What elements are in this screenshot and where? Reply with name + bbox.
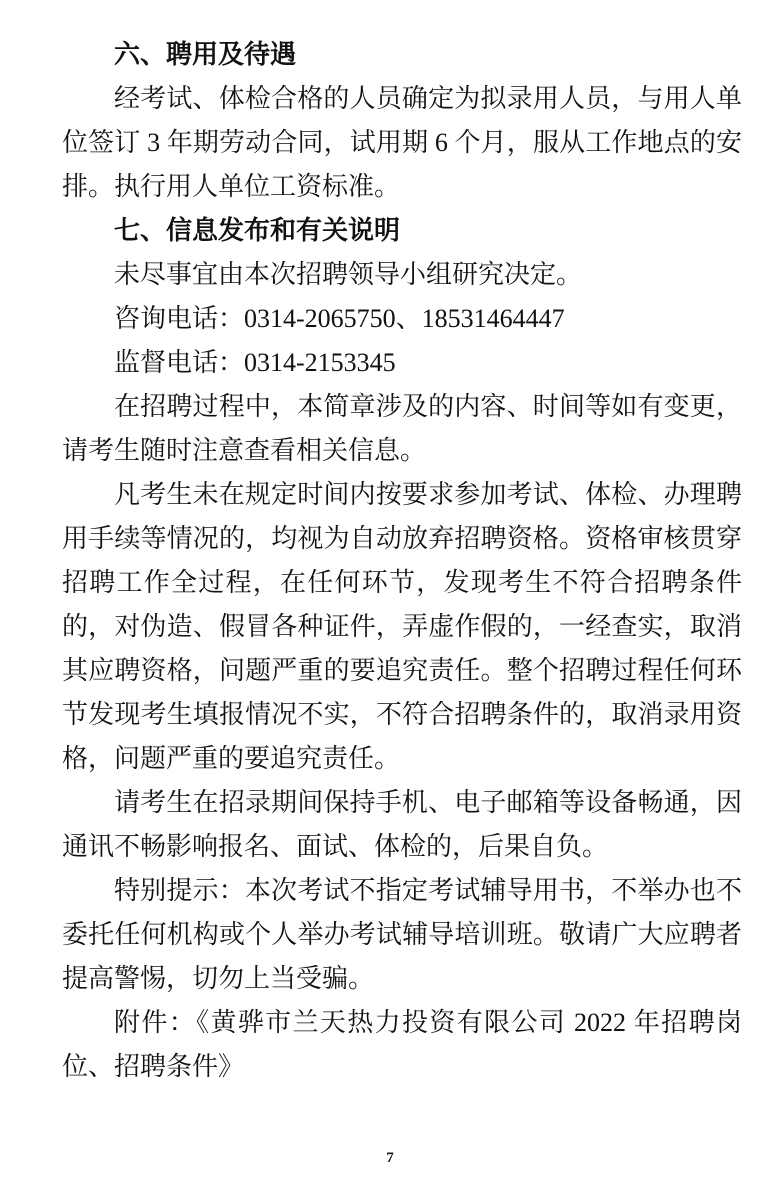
para-special-notice-no-training: 特别提示：本次考试不指定考试辅导用书，不举办也不委托任何机构或个人举办考试辅导培训班。敬请广大应聘者提高警惕，切勿上当受骗。: [62, 876, 742, 993]
heading-seven-information-release: 七、信息发布和有关说明: [114, 216, 401, 245]
heading-six-employment-and-treatment: 六、聘用及待遇: [114, 40, 297, 69]
page-number: 7: [386, 1150, 394, 1166]
para-attachment-reference: 附件：《黄骅市兰天热力投资有限公司 2022 年招聘岗位、招聘条件》: [62, 1008, 742, 1081]
para-disqualification-rules: 凡考生未在规定时间内按要求参加考试、体检、办理聘用手续等情况的，均视为自动放弃招聘资格。资格审核贯穿招聘工作全过程，在任何环节，发现考生不符合招聘条件的，对伪造、假冒各种证件，弄虚作假的，一经查实，取消其应聘资格，问题严重的要追究责任。整个招聘过程任何环节发现考生填报情况不实，不符合招聘条件的，取消录用资格，问题严重的要追究责任。: [62, 480, 742, 773]
para-change-notice: 在招聘过程中，本简章涉及的内容、时间等如有变更，请考生随时注意查看相关信息。: [62, 392, 742, 465]
para-unfinished-matters: 未尽事宜由本次招聘领导小组研究决定。: [114, 260, 583, 289]
para-employment-contract-terms: 经考试、体检合格的人员确定为拟录用人员，与用人单位签订 3 年期劳动合同，试用期 6 个月，服从工作地点的安排。执行用人单位工资标准。: [62, 84, 742, 201]
para-supervision-phone: 监督电话：0314-2153345: [114, 348, 396, 377]
document-content: [62, 33, 742, 1089]
para-inquiry-phone: 咨询电话：0314-2065750、18531464447: [114, 304, 565, 333]
para-keep-contact-available: 请考生在招录期间保持手机、电子邮箱等设备畅通，因通讯不畅影响报名、面试、体检的，后果自负。: [62, 788, 742, 861]
